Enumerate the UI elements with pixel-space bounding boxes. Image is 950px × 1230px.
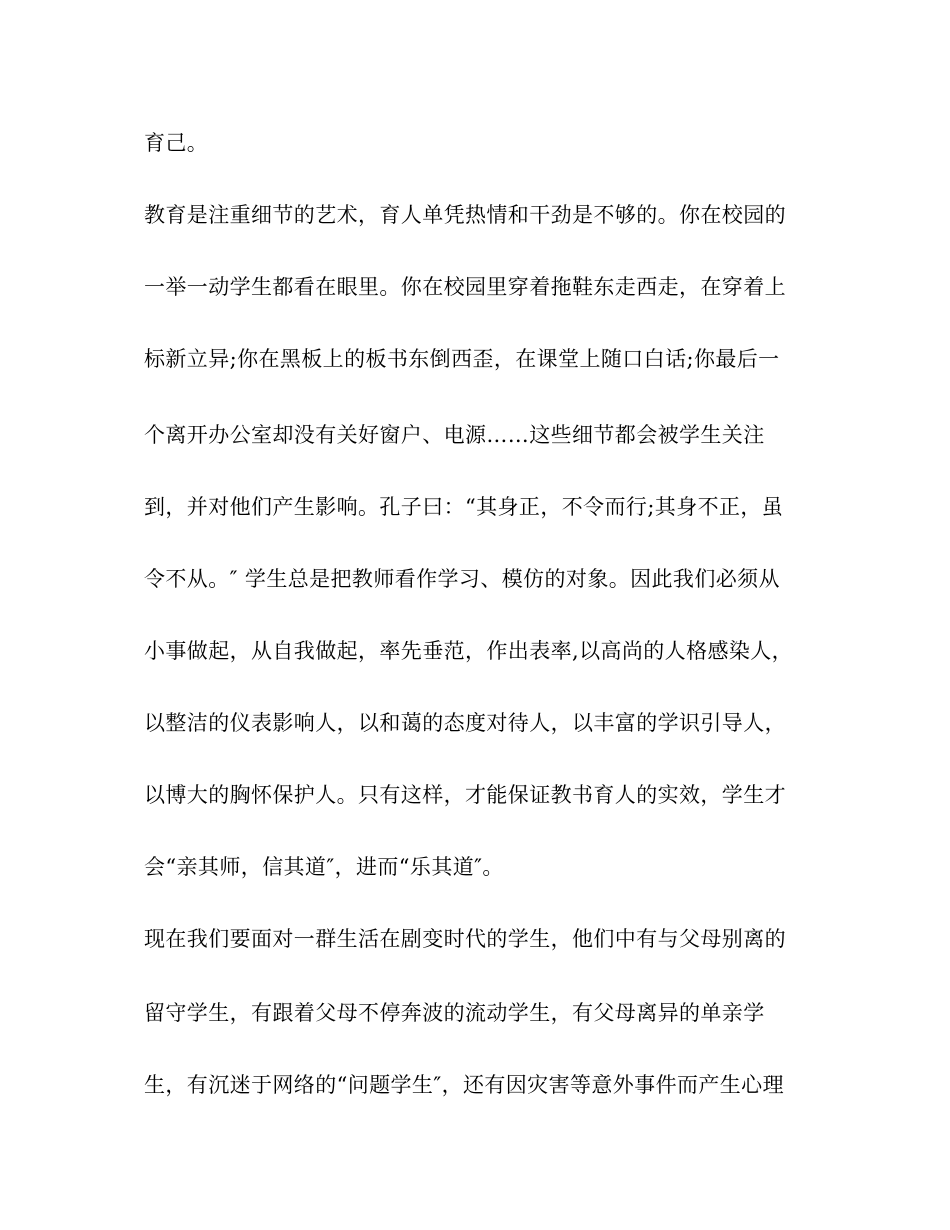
text-line: 教育是注重细节的艺术，育人单凭热情和干劲是不够的。你在校园的: [144, 203, 786, 227]
text-line: 留守学生，有跟着父母不停奔波的流动学生，有父母离异的单亲学: [144, 1001, 765, 1025]
text-line: 会“亲其师，信其道″，进而“乐其道″。: [144, 855, 504, 879]
text-line: 一举一动学生都看在眼里。你在校园里穿着拖鞋东走西走，在穿着上: [144, 275, 786, 299]
text-line: 标新立异;你在黑板上的板书东倒西歪，在课堂上随口白话;你最后一: [144, 347, 780, 371]
text-line: 以整洁的仪表影响人，以和蔼的态度对待人，以丰富的学识引导人，: [144, 711, 786, 735]
text-line: 以博大的胸怀保护人。只有这样，才能保证教书育人的实效，学生才: [144, 783, 786, 807]
text-line: 育己。: [144, 131, 209, 155]
text-line: 小事做起，从自我做起，率先垂范，作出表率,以高尚的人格感染人，: [144, 639, 794, 663]
text-line: 到，并对他们产生影响。孔子曰：“其身正，不令而行;其身不正，虽: [144, 495, 784, 519]
text-line: 现在我们要面对一群生活在剧变时代的学生，他们中有与父母别离的: [144, 927, 786, 951]
text-line: 生，有沉迷于网络的“问题学生″，还有因灾害等意外事件而产生心理: [144, 1073, 784, 1097]
text-line: 个离开办公室却没有关好窗户、电源……这些细节都会被学生关注: [144, 423, 765, 447]
text-line: 令不从。″ 学生总是把教师看作学习、模仿的对象。因此我们必须从: [144, 567, 780, 591]
